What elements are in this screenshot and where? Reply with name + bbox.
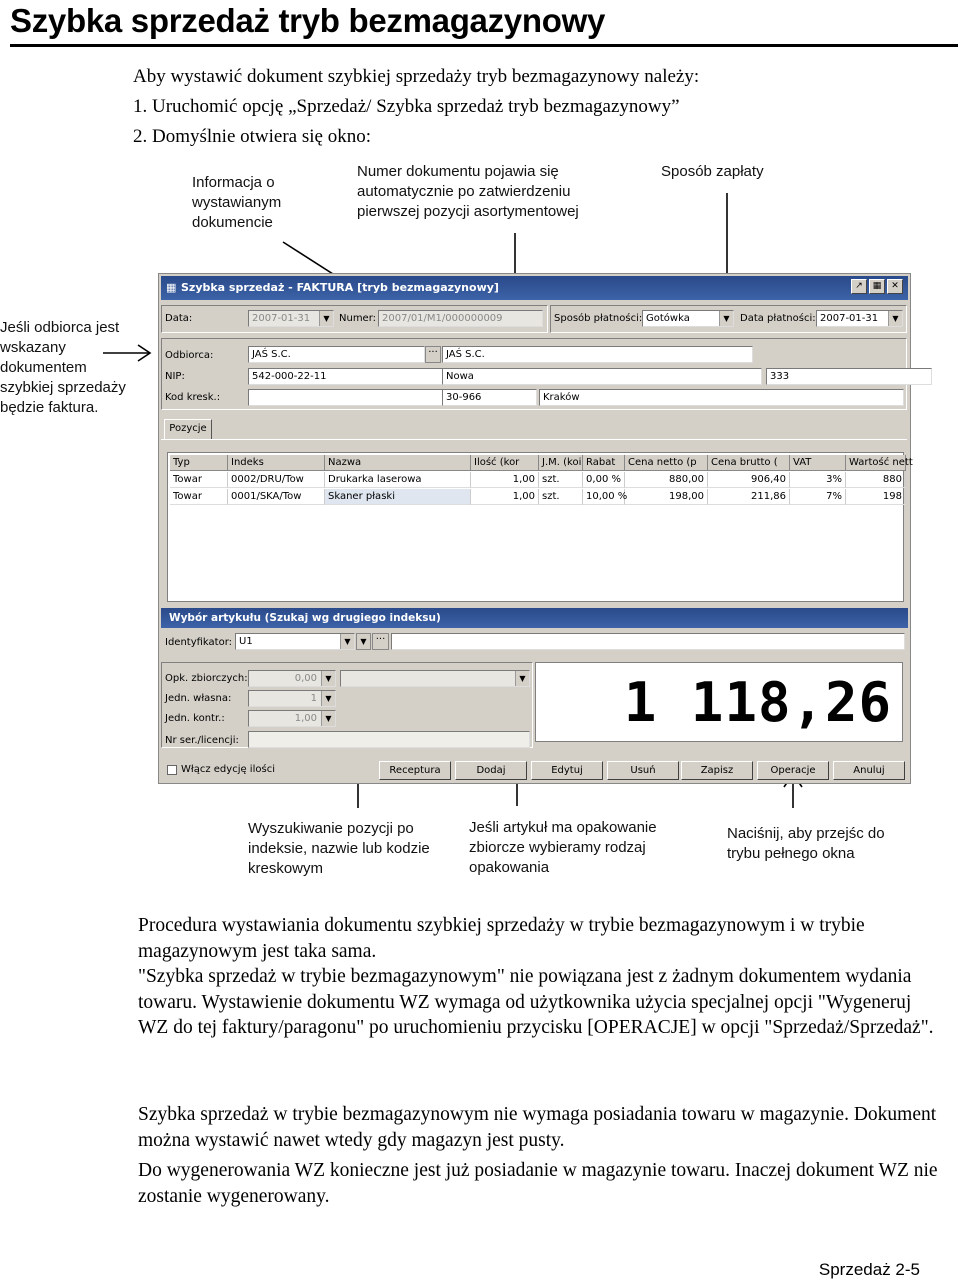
grid-cell[interactable]: szt.: [539, 472, 583, 488]
page-title: Szybka sprzedaż tryb bezmagazynowy: [10, 2, 605, 39]
numer-label: Numer:: [339, 313, 377, 324]
kod-kresk-label: Kod kresk.:: [165, 392, 221, 403]
grid-cell[interactable]: Drukarka laserowa: [325, 472, 471, 488]
grid-cell[interactable]: 10,00 %: [583, 489, 625, 505]
grid-header-jm[interactable]: J.M. (koi: [539, 455, 583, 471]
grid-cell[interactable]: 3%: [790, 472, 846, 488]
opk-zbiorczych-field: 0,00 ▼: [248, 670, 336, 687]
intro-step-2: 2. Domyślnie otwiera się okno:: [133, 126, 371, 147]
usun-button[interactable]: Usuń: [607, 761, 679, 780]
chevron-down-icon: ▼: [321, 691, 335, 706]
grid-cell[interactable]: 0001/SKA/Tow: [228, 489, 325, 505]
grid-cell[interactable]: 211,86: [708, 489, 790, 505]
grid-cell[interactable]: 0002/DRU/Tow: [228, 472, 325, 488]
identyfikator-dropdown-button[interactable]: ▼: [356, 633, 371, 650]
tab-divider: [161, 439, 907, 440]
grid-view-icon[interactable]: ▦: [869, 279, 885, 294]
body-paragraph: Szybka sprzedaż w trybie bezmagazynowym nie wymaga posiadania towaru w magazynie. Dokument można wystawić nawet wtedy gdy magazyn jest pusty.: [138, 1104, 937, 1151]
grid-cell[interactable]: 880,00: [625, 472, 708, 488]
data-field[interactable]: 2007-01-31 ▼: [248, 310, 334, 327]
operacje-button[interactable]: Operacje: [757, 761, 829, 780]
opk-label: Opk. zbiorczych:: [165, 673, 248, 684]
chevron-down-icon: ▼: [321, 671, 335, 686]
odbiorca-code-field[interactable]: JAŚ S.C.: [248, 346, 425, 363]
postal-code-field: 30-966: [442, 389, 537, 406]
packaging-type-select[interactable]: [340, 670, 530, 687]
sposob-label: Sposób płatności:: [554, 313, 643, 324]
nr-ser-label: Nr ser./licencji:: [165, 735, 239, 746]
grid-header-cena-netto[interactable]: Cena netto (p: [625, 455, 708, 471]
annotation-odbiorca: Jeśli odbiorca jest wskazany dokumentem szybkiej sprzedaży będzie faktura.: [0, 319, 126, 416]
annotation-sposob: Sposób zapłaty: [661, 163, 764, 180]
sposob-platnosci-select[interactable]: Gotówka ▼: [642, 310, 734, 327]
window-title: Szybka sprzedaż - FAKTURA [tryb bezmagazynowy]: [181, 281, 499, 294]
house-number-field: 333: [766, 368, 932, 385]
jedn-wlasna-field: 1 ▼: [248, 690, 336, 707]
numer-field: 2007/01/M1/000000009: [378, 310, 543, 327]
grid-cell[interactable]: 0,00 %: [583, 472, 625, 488]
grid-header-typ[interactable]: Typ: [170, 455, 228, 471]
window-titlebar: [161, 276, 908, 300]
selection-section-title: Wybór artykułu (Szukaj wg drugiego indeksu): [161, 608, 908, 628]
jedn-kontr-label: Jedn. kontr.:: [165, 713, 225, 724]
grid-cell[interactable]: 906,40: [708, 472, 790, 488]
identyfikator-lookup-button[interactable]: ···: [372, 633, 389, 650]
grid-cell[interactable]: 880: [846, 472, 906, 488]
odbiorca-lookup-button[interactable]: ···: [425, 346, 441, 363]
nip-field[interactable]: 542-000-22-11: [248, 368, 468, 385]
intro-line: Aby wystawić dokument szybkiej sprzedaży tryb bezmagazynowy należy:: [133, 66, 700, 87]
grid-cell[interactable]: 7%: [790, 489, 846, 505]
edit-quantity-checkbox[interactable]: [167, 765, 177, 775]
dodaj-button[interactable]: Dodaj: [455, 761, 527, 780]
odbiorca-label: Odbiorca:: [165, 350, 214, 361]
anuluj-button[interactable]: Anuluj: [833, 761, 905, 780]
data-platnosci-label: Data płatności:: [740, 313, 816, 324]
intro-step-1: 1. Uruchomić opcję „Sprzedaż/ Szybka sprzedaż tryb bezmagazynowy”: [133, 96, 680, 117]
nip-label: NIP:: [165, 371, 185, 382]
grid-header-cena-brutto[interactable]: Cena brutto (: [708, 455, 790, 471]
grid-header-rabat[interactable]: Rabat: [583, 455, 625, 471]
chevron-down-icon[interactable]: ▼: [888, 311, 902, 326]
annotation-opakowanie: Jeśli artykuł ma opakowanie zbiorcze wybieramy rodzaj opakowania: [469, 819, 657, 876]
annotation-operacje: Naciśnij, aby przejśc do trybu pełnego okna: [727, 825, 885, 862]
jedn-kontr-field: 1,00 ▼: [248, 710, 336, 727]
receptura-button[interactable]: Receptura: [379, 761, 451, 780]
grid-cell[interactable]: Towar: [170, 472, 228, 488]
zapisz-button[interactable]: Zapisz: [681, 761, 753, 780]
chevron-down-icon[interactable]: ▼: [515, 671, 529, 686]
quick-sale-window: [158, 273, 911, 784]
odbiorca-name-field[interactable]: JAŚ S.C.: [442, 346, 753, 363]
annotation-info: Informacja o wystawianym dokumencie: [192, 174, 282, 231]
data-label: Data:: [165, 313, 193, 324]
grid-cell[interactable]: szt.: [539, 489, 583, 505]
jedn-wlasna-label: Jedn. własna:: [165, 693, 232, 704]
annotation-numer: Numer dokumentu pojawia się automatycznie po zatwierdzeniu pierwszej pozycji asortymentowej: [357, 163, 579, 220]
chevron-down-icon: ▼: [321, 711, 335, 726]
grid-cell[interactable]: 1,00: [471, 489, 539, 505]
street-field: Nowa: [442, 368, 762, 385]
city-field: Kraków: [539, 389, 904, 406]
body-paragraph: Procedura wystawiania dokumentu szybkiej sprzedaży w trybie bezmagazynowym i w trybie magazynowym jest taka sama.: [138, 915, 865, 962]
edit-quantity-label: Włącz edycję ilości: [181, 764, 275, 775]
annotation-wyszukiwanie: Wyszukiwanie pozycji po indeksie, nazwie lub kodzie kreskowym: [248, 820, 430, 877]
grid-header-wartosc[interactable]: Wartość nett: [846, 455, 906, 471]
chevron-down-icon[interactable]: ▼: [340, 634, 354, 649]
tab-pozycje[interactable]: Pozycje: [164, 419, 212, 439]
nr-ser-field[interactable]: [248, 731, 530, 748]
grid-cell[interactable]: 1,00: [471, 472, 539, 488]
grid-cell[interactable]: Skaner płaski: [325, 489, 471, 505]
chevron-down-icon[interactable]: ▼: [319, 311, 333, 326]
grid-cell[interactable]: Towar: [170, 489, 228, 505]
grid-cell[interactable]: 198,00: [625, 489, 708, 505]
edytuj-button[interactable]: Edytuj: [531, 761, 603, 780]
grid-header-indeks[interactable]: Indeks: [228, 455, 325, 471]
grid-header-nazwa[interactable]: Nazwa: [325, 455, 471, 471]
identyfikator-label: Identyfikator:: [165, 637, 233, 648]
kod-kresk-field[interactable]: [248, 389, 468, 406]
window-grid-icon: ▦: [166, 281, 177, 294]
identyfikator-input[interactable]: U1 ▼: [235, 633, 355, 650]
page-footer: Sprzedaż 2-5: [818, 1260, 920, 1279]
total-amount-display: 1 118,26: [535, 662, 903, 742]
grid-header-ilosc[interactable]: Ilość (kor: [471, 455, 539, 471]
body-paragraph: "Szybka sprzedaż w trybie bezmagazynowym" nie powiązana jest z żadnym dokumentem wydania towaru. Wystawienie dokumentu WZ wymaga od użytkownika użycia specjalnej opcji "Wygeneruj WZ do tej faktury/paragonu" po uruchomieniu przycisku [OPERACJE] w opcji "Sprzedaż/Sprzedaż".: [138, 966, 934, 1038]
restore-icon[interactable]: ↗: [851, 279, 867, 294]
article-name-field: [391, 633, 905, 650]
body-paragraph: Do wygenerowania WZ konieczne jest już posiadanie w magazynie towaru. Inaczej dokument WZ nie zostanie wygenerowany.: [138, 1160, 938, 1207]
data-platnosci-field[interactable]: 2007-01-31 ▼: [816, 310, 903, 327]
chevron-down-icon[interactable]: ▼: [719, 311, 733, 326]
close-icon[interactable]: ✕: [887, 279, 903, 294]
grid-header-vat[interactable]: VAT: [790, 455, 846, 471]
grid-cell[interactable]: 198: [846, 489, 906, 505]
positions-grid[interactable]: [167, 452, 913, 602]
